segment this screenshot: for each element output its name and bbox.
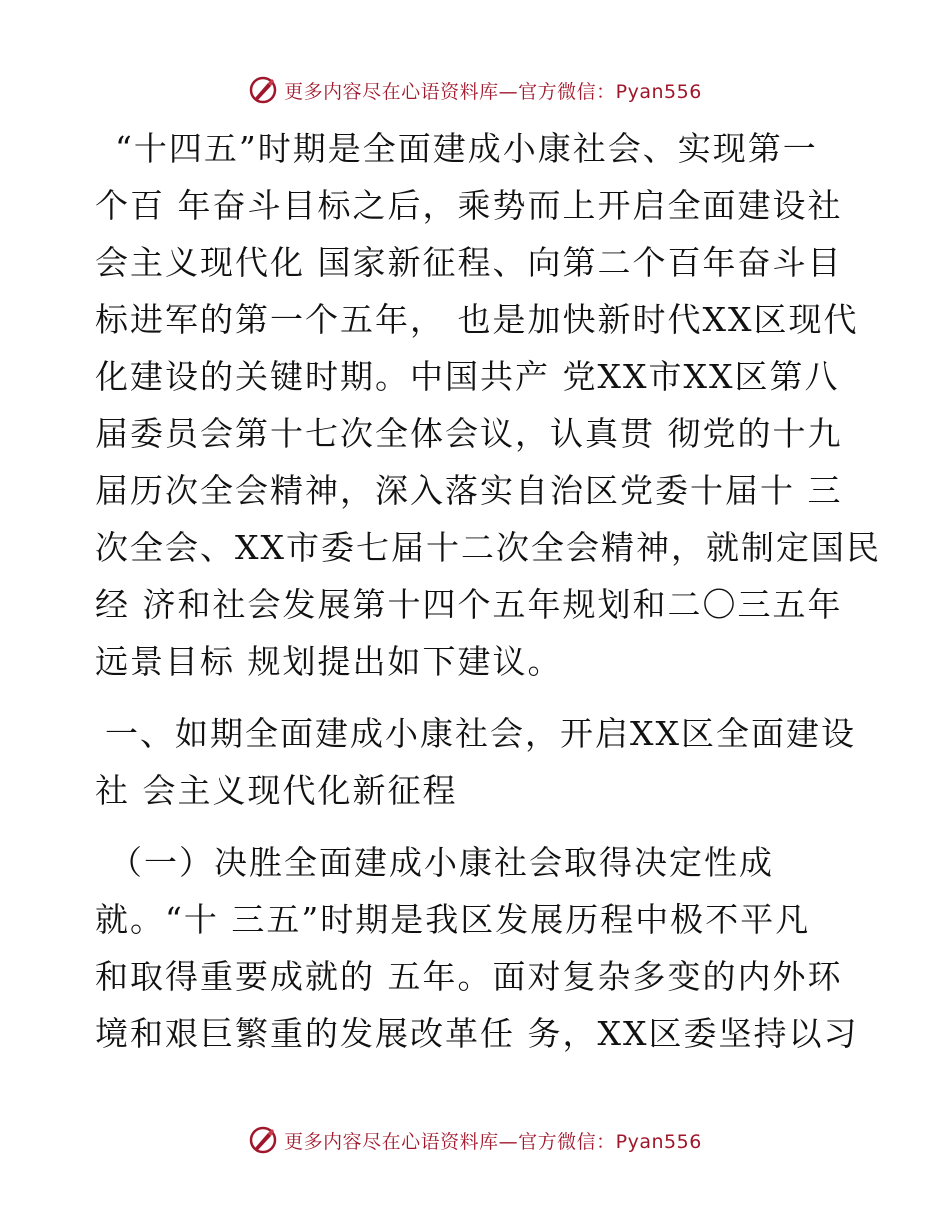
text-line: 化建设的关键时期。中国共产 党XX市XX区第八 bbox=[95, 357, 840, 396]
text-line: 次全会、XX市委七届十二次全会精神，就制定国民 bbox=[95, 528, 881, 567]
text-line: 个百 年奋斗目标之后，乘势而上开启全面建设社 bbox=[95, 186, 843, 225]
heading-line: 社 会主义现代化新征程 bbox=[95, 771, 458, 810]
document-body bbox=[95, 120, 881, 1062]
header-watermark bbox=[0, 70, 950, 110]
text-line: “十四五”时期是全面建成小康社会、实现第一 bbox=[115, 129, 818, 168]
pen-logo-icon bbox=[248, 1125, 278, 1155]
text-line: 标进军的第一个五年， 也是加快新时代XX区现代 bbox=[95, 300, 859, 339]
footer-watermark bbox=[0, 1120, 950, 1160]
text-line: 远景目标 规划提出如下建议。 bbox=[95, 642, 563, 681]
heading-line: 一、如期全面建成小康社会，开启XX区全面建设 bbox=[105, 714, 856, 753]
pen-logo-icon bbox=[248, 75, 278, 105]
text-line: 会主义现代化 国家新征程、向第二个百年奋斗目 bbox=[95, 243, 843, 282]
text-line: 就。“十 三五”时期是我区发展历程中极不平凡 bbox=[95, 900, 811, 939]
watermark-handle: Pyan556 bbox=[615, 1130, 702, 1153]
intro-paragraph bbox=[95, 120, 881, 690]
text-line: 经 济和社会发展第十四个五年规划和二〇三五年 bbox=[95, 585, 843, 624]
text-line: （一）决胜全面建成小康社会取得决定性成 bbox=[109, 843, 774, 882]
text-line: 境和艰巨繁重的发展改革任 务，XX区委坚持以习 bbox=[95, 1014, 859, 1053]
watermark-text: 更多内容尽在心语资料库—官方微信： bbox=[284, 80, 616, 103]
watermark-handle: Pyan556 bbox=[615, 80, 702, 103]
section-heading bbox=[95, 705, 865, 819]
watermark-text: 更多内容尽在心语资料库—官方微信： bbox=[284, 1130, 616, 1153]
text-line: 届历次全会精神，深入落实自治区党委十届十 三 bbox=[95, 471, 843, 510]
subsection-paragraph bbox=[95, 834, 865, 1062]
text-line: 和取得重要成就的 五年。面对复杂多变的内外环 bbox=[95, 957, 843, 996]
text-line: 届委员会第十七次全体会议，认真贯 彻党的十九 bbox=[95, 414, 843, 453]
